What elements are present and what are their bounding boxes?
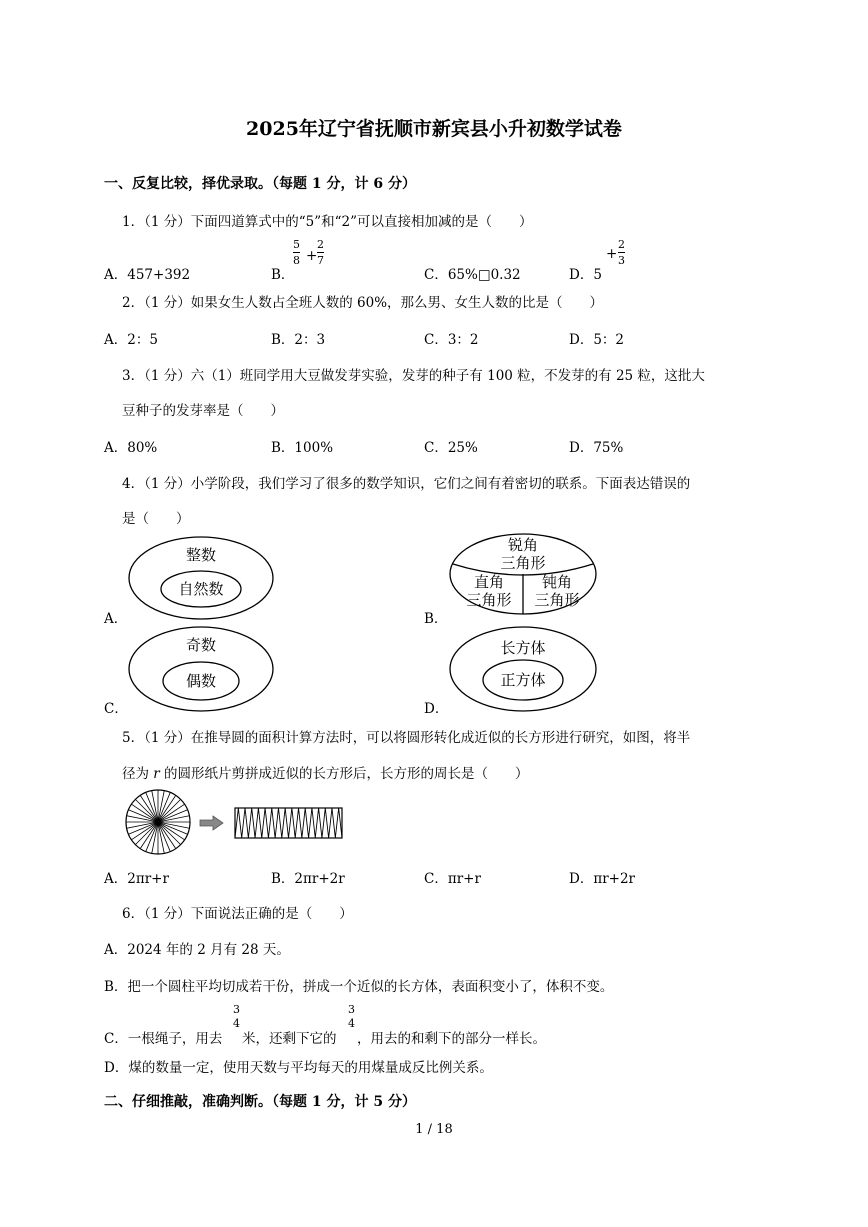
diagram-a-outer-label: 整数 [185, 546, 217, 564]
q5-transform-arrow-icon [199, 815, 225, 831]
q5-option-a: A．2πr+r [104, 871, 169, 887]
q5-approximate-rectangle-figure [234, 806, 344, 840]
q6-option-c-part-3: ，用去的和剩下的部分一样长。 [357, 1031, 546, 1047]
question-5-stem-line-1: 5．（1 分）在推导圆的面积计算方法时，可以将圆形转化成近似的长方形进行研究，如图，将半 [122, 730, 691, 746]
q1-option-d-label: D．5 [569, 267, 602, 283]
q1-option-b-label: B． [271, 267, 295, 283]
question-1-stem: 1．（1 分）下面四道算式中的“5”和“2”可以直接相加减的是（ ） [122, 214, 533, 230]
q6-option-b: B．把一个圆柱平均切成若干份，拼成一个近似的长方体，表面积变小了，体积不变。 [104, 979, 614, 995]
diagram-c-inner-label: 偶数 [185, 672, 217, 690]
q3-option-a: A．80% [104, 440, 158, 456]
q5-option-d: D．πr+2r [569, 871, 636, 887]
q3-option-d: D．75% [569, 440, 624, 456]
sector-spoke [158, 799, 181, 822]
q2-option-b: B．2：3 [271, 332, 326, 348]
q1-option-a: A．457+392 [104, 267, 191, 283]
q6-option-c-fraction-2: 3 4 [348, 1003, 355, 1030]
q1-option-b-plus: + [306, 248, 318, 264]
q1-option-d-fraction: 2 3 [618, 238, 625, 267]
q6-option-d: D．煤的数量一定，使用天数与平均每天的用煤量成反比例关系。 [104, 1060, 493, 1076]
q3-option-c: C．25% [424, 440, 478, 456]
diagram-b-right-label-1: 钝角 [541, 573, 573, 591]
q4-option-a-label: A． [104, 611, 128, 627]
q6-option-c-part-1: C．一根绳子，用去 [104, 1031, 223, 1047]
diagram-d-outer-label: 长方体 [500, 639, 546, 657]
question-6-stem: 6．（1 分）下面说法正确的是（ ） [122, 906, 353, 922]
q6-option-a: A．2024 年的 2 月有 28 天。 [104, 942, 290, 958]
q4-option-b-label: B． [424, 611, 448, 627]
sector-spoke [135, 799, 158, 822]
q2-option-c: C．3：2 [424, 332, 479, 348]
q4-diagram-a [126, 533, 276, 623]
diagram-d-inner-label: 正方体 [500, 671, 546, 689]
sector-spoke [135, 822, 158, 845]
q1-option-b-fraction-2: 2 7 [317, 238, 324, 267]
diagram-b-top-label-2: 三角形 [500, 554, 546, 572]
q1-option-b-fraction-1: 5 8 [293, 238, 300, 267]
sector-spoke [158, 822, 181, 845]
q6-option-c-part-2: 米，还剩下它的 [242, 1031, 337, 1047]
q4-diagram-b [447, 530, 603, 620]
question-4-stem-line-1: 4．（1 分）小学阶段，我们学习了很多的数学知识，它们之间有着密切的联系。下面表达错误的 [122, 476, 691, 492]
q3-option-b: B．100% [271, 440, 334, 456]
q1-option-c: C．65%□0.32 [424, 267, 521, 283]
q4-option-d-label: D． [424, 701, 449, 717]
diagram-b-top-label-1: 锐角 [507, 536, 539, 554]
q2-option-a: A．2：5 [104, 332, 158, 348]
q4-diagram-c [126, 624, 276, 714]
q4-diagram-d [447, 624, 603, 714]
question-2-stem: 2．（1 分）如果女生人数占全班人数的 60%，那么男、女生人数的比是（ ） [122, 295, 604, 311]
question-5-stem-line-2: 径为 r 的圆形纸片剪拼成近似的长方形后，长方形的周长是（ ） [122, 766, 529, 782]
q5-option-b: B．2πr+2r [271, 871, 345, 887]
q2-option-d: D．5：2 [569, 332, 625, 348]
diagram-c-outer-label: 奇数 [185, 636, 217, 654]
q4-option-c-label: C． [104, 701, 128, 717]
section-2-heading: 二、仔细推敲，准确判断。（每题 1 分，计 5 分） [104, 1094, 416, 1110]
question-4-stem-line-2: 是（ ） [122, 511, 190, 527]
q6-option-c-fraction-1: 3 4 [233, 1003, 240, 1030]
diagram-b-left-label-1: 直角 [473, 573, 505, 591]
section-1-heading: 一、反复比较，择优录取。（每题 1 分，计 6 分） [104, 176, 416, 192]
q5-option-c: C．πr+r [424, 871, 481, 887]
q1-option-d-plus: + [606, 246, 618, 262]
page-number: 1 / 18 [415, 1122, 453, 1137]
diagram-b-right-label-2: 三角形 [534, 591, 580, 609]
diagram-a-inner-label: 自然数 [178, 580, 224, 598]
q5-sector-circle-figure [124, 788, 192, 856]
question-3-stem-line-2: 豆种子的发芽率是（ ） [122, 403, 284, 419]
page-title: 2025年辽宁省抚顺市新宾县小升初数学试卷 [246, 118, 622, 140]
question-3-stem-line-1: 3．（1 分）六（1）班同学用大豆做发芽实验，发芽的种子有 100 粒，不发芽的有 25 粒，这批大 [122, 368, 705, 384]
diagram-b-left-label-2: 三角形 [466, 591, 512, 609]
